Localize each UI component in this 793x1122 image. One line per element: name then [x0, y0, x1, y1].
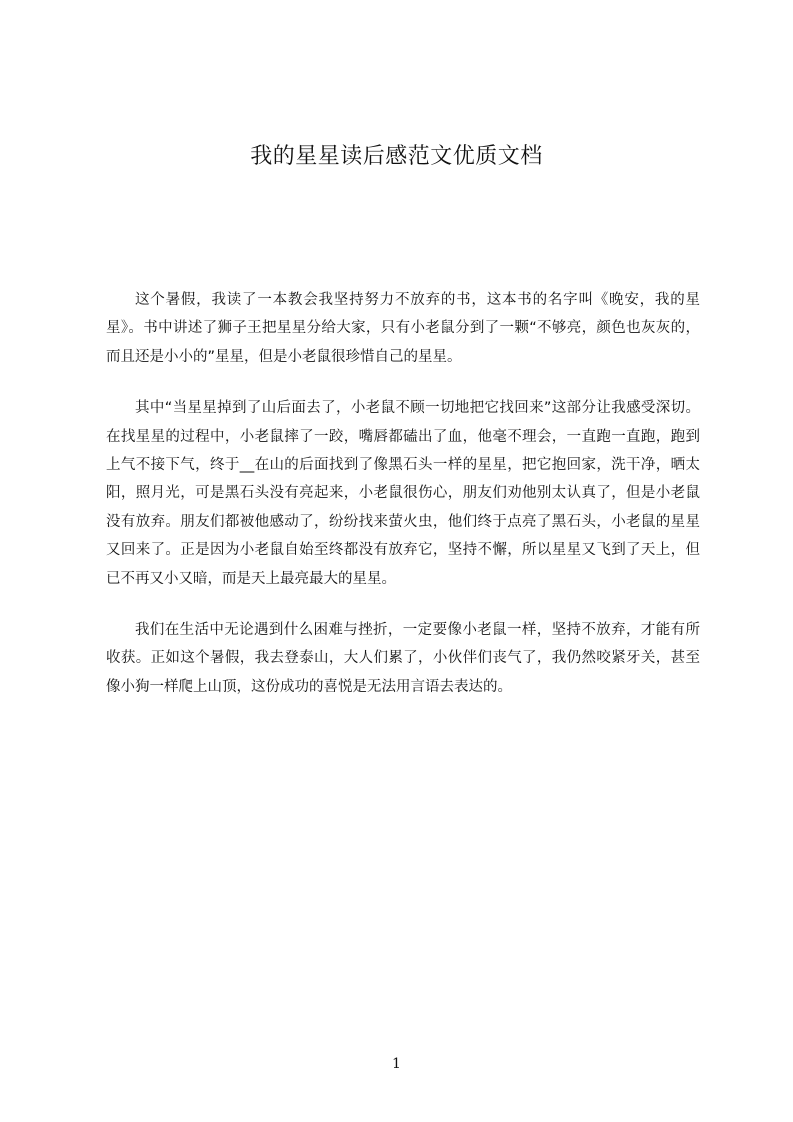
paragraph-intro: 这个暑假，我读了一本教会我坚持努力不放弃的书，这本书的名字叫《晚安，我的星星》。书中讲述了狮子王把星星分给大家，只有小老鼠分到了一颗“不够亮，颜色也灰灰的，而且还是小小的”星星，但是小老鼠很珍惜自己的星星。: [106, 292, 700, 365]
paragraph-story: 其中“当星星掉到了山后面去了，小老鼠不顾一切地把它找回来”这部分让我感受深切。在找星星的过程中，小老鼠摔了一跤，嘴唇都磕出了血，他毫不理会，一直跑一直跑，跑到上气不接下气，终于__在山的后面找到了像黑石头一样的星星，把它抱回家，洗干净，晒太阳，照月光，可是黑石头没有亮起来，小老鼠很伤心，朋友们劝他别太认真了，但是小老鼠没有放弃。朋友们都被他感动了，纷纷找来萤火虫，他们终于点亮了黑石头，小老鼠的星星又回来了。正是因为小老鼠自始至终都没有放弃它，坚持不懈，所以星星又飞到了天上，但已不再又小又暗，而是天上最亮最大的星星。: [106, 400, 700, 587]
document-body: [106, 286, 700, 724]
paragraph-reflection: 我们在生活中无论遇到什么困难与挫折，一定要像小老鼠一样，坚持不放弃，才能有所收获。正如这个暑假，我去登泰山，大人们累了，小伙伴们丧气了，我仍然咬紧牙关，甚至像小狗一样爬上山顶，这份成功的喜悦是无法用言语去表达的。: [106, 622, 700, 695]
page-number: 1: [392, 1056, 401, 1072]
document-title: 我的星星读后感范文优质文档: [250, 144, 543, 169]
